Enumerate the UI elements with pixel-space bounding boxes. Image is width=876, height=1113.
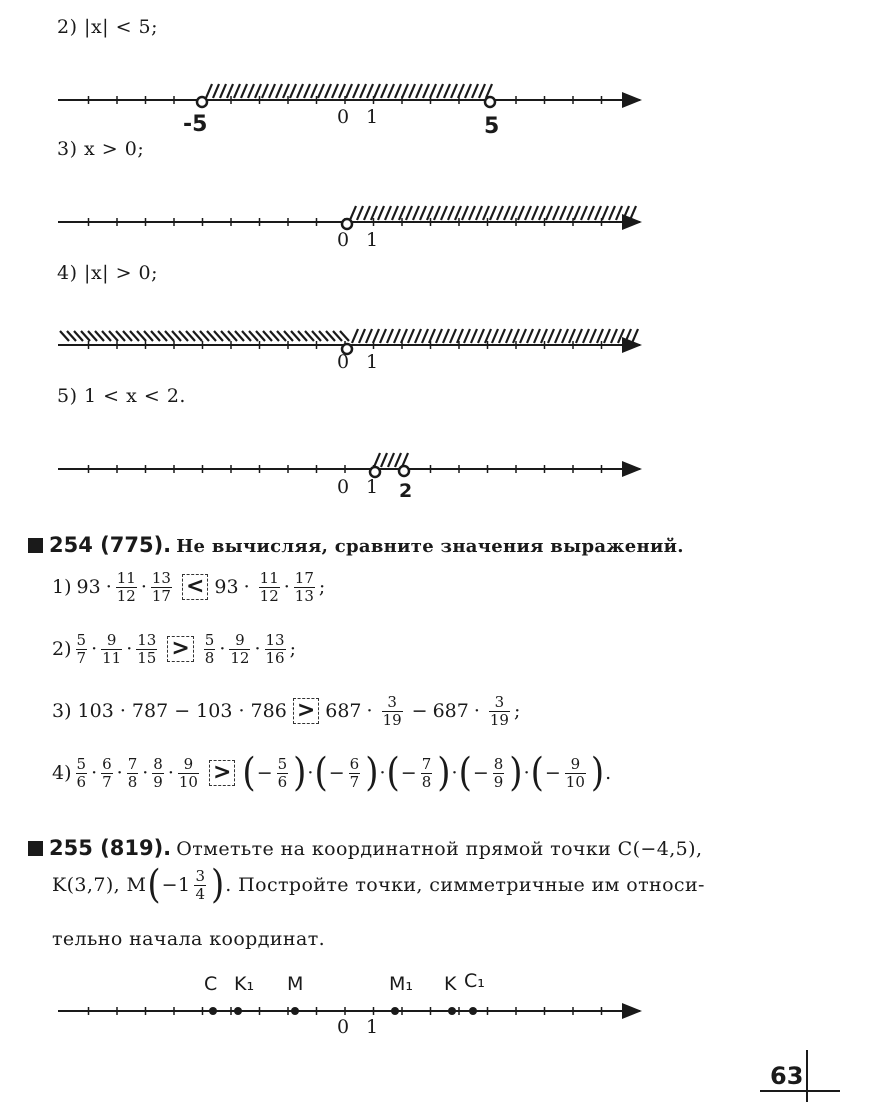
item-5-label: 5) 1 < x < 2.: [57, 385, 186, 407]
open-point: [485, 97, 495, 107]
fraction: $\frac{9}{10}$: [565, 755, 585, 791]
row-label: 1): [52, 576, 72, 598]
fraction: $\frac{3}{19}$: [489, 693, 509, 729]
value: 687: [325, 700, 362, 722]
compare-row-2: 2) $\frac{5}{7}$ · $\frac{9}{11}$ · $\frac{13}{15}$ > $\frac{5}{8}$ · $\frac{9}{12}$ · $\frac{13}{16}$ ;: [52, 631, 297, 667]
comparison-sign-box: <: [182, 574, 208, 600]
filled-point: [209, 1007, 217, 1015]
compare-row-1: 1) 93 · $\frac{11}{12}$ · $\frac{13}{17}$ < 93 · $\frac{11}{12}$ · $\frac{17}{13}$ ;: [52, 569, 326, 605]
mark-0: 0: [337, 229, 350, 251]
fraction: $\frac{5}{6}$: [277, 755, 288, 791]
comparison-sign-box: >: [209, 760, 235, 786]
task-text-line-3: тельно начала координат.: [52, 928, 326, 950]
mark-1: 1: [366, 106, 379, 128]
filled-point: [291, 1007, 299, 1015]
task-bullet-icon: [28, 841, 43, 856]
page-number-rule: [760, 1090, 840, 1092]
point-label-K1: K₁: [234, 973, 255, 995]
compare-row-4: 4) $\frac{5}{6}$ · $\frac{6}{7}$ · $\frac{7}{8}$ · $\frac{8}{9}$ · $\frac{9}{10}$ > ( − $\frac{5}{6}$ ) · ( − $\frac{6}{7}$ ) · ( − $\frac{7}{8}$ ) · ( − $\frac{8}{9}$ ) · ( − $\frac{9}{10}$ ) .: [52, 750, 612, 796]
task-number: 255 (819).: [49, 836, 172, 860]
mark-2: 2: [399, 480, 413, 502]
value: 93: [76, 576, 101, 598]
fraction: $\frac{6}{7}$: [102, 755, 112, 791]
task-254-header: [28, 533, 684, 557]
item-4-label: 4) |x| > 0;: [57, 262, 159, 284]
mark-1: 1: [366, 229, 379, 251]
row-label: 3): [52, 700, 72, 722]
fraction: $\frac{13}{16}$: [265, 631, 285, 667]
mark-0: 0: [337, 351, 350, 373]
fraction: $\frac{8}{9}$: [493, 755, 504, 791]
fraction: $\frac{17}{13}$: [294, 569, 314, 605]
fraction: $\frac{8}{9}$: [153, 755, 163, 791]
filled-point: [234, 1007, 242, 1015]
value: 687: [432, 700, 469, 722]
comparison-sign-box: >: [293, 698, 319, 724]
fraction: $\frac{11}{12}$: [259, 569, 279, 605]
page-number-rule: [806, 1050, 808, 1102]
fraction: $\frac{5}{7}$: [76, 631, 87, 667]
task-bullet-icon: [28, 538, 43, 553]
fraction: $\frac{13}{15}$: [137, 631, 157, 667]
task-number: 254 (775).: [49, 533, 172, 557]
fraction: $\frac{7}{8}$: [127, 755, 138, 791]
fraction: $\frac{9}{12}$: [230, 631, 250, 667]
filled-point: [448, 1007, 456, 1015]
fraction: $\frac{5}{8}$: [204, 631, 215, 667]
filled-point: [469, 1007, 477, 1015]
fraction: $\frac{6}{7}$: [349, 755, 360, 791]
compare-row-3: 3) 103 · 787 − 103 · 786 > 687 · $\frac{3}{19}$ − 687 · $\frac{3}{19}$ ;: [52, 693, 521, 729]
shading: [206, 84, 492, 98]
filled-point: [391, 1007, 399, 1015]
shading: [350, 206, 636, 220]
value: 93: [214, 576, 239, 598]
mark-minus-5: -5: [183, 112, 208, 137]
item-2-label: 2) |x| < 5;: [57, 16, 159, 38]
page-number: 63: [770, 1062, 804, 1090]
open-point: [197, 97, 207, 107]
open-point: [342, 219, 352, 229]
fraction: $\frac{9}{11}$: [102, 631, 122, 667]
task-text-line-1: Отметьте на координатной прямой точки C(−4,5),: [176, 838, 703, 860]
point-label-K: K: [444, 973, 457, 995]
task-255-header: [28, 836, 818, 860]
open-point: [399, 466, 409, 476]
shading: [352, 329, 638, 343]
mark-0: 0: [337, 476, 350, 498]
item-3-label: 3) x > 0;: [57, 138, 145, 160]
fraction: $\frac{11}{12}$: [116, 569, 136, 605]
mark-0: 0: [337, 106, 350, 128]
fraction: $\frac{13}{17}$: [151, 569, 171, 605]
row-label: 2): [52, 638, 72, 660]
expression: 103 · 787 − 103 · 786: [77, 700, 287, 722]
mark-0: 0: [337, 1016, 350, 1038]
comparison-sign-box: >: [167, 636, 193, 662]
point-label-C: C: [204, 973, 218, 995]
task-text-line-2: K(3,7), M ( −1 $\frac{3}{4}$ ) . Постройте точки, симметричные им относи-: [52, 862, 705, 908]
task-text: Не вычисляя, сравните значения выражений.: [176, 536, 684, 557]
mark-1: 1: [366, 351, 379, 373]
fraction: $\frac{7}{8}$: [421, 755, 432, 791]
fraction: $\frac{3}{19}$: [382, 693, 402, 729]
fraction: $\frac{9}{10}$: [178, 755, 198, 791]
mark-1: 1: [366, 476, 379, 498]
point-label-C1: C₁: [464, 970, 485, 992]
shading: [60, 331, 349, 341]
fraction: $\frac{5}{6}$: [76, 755, 87, 791]
row-label: 4): [52, 762, 72, 784]
mark-1: 1: [366, 1016, 379, 1038]
mark-5: 5: [484, 114, 500, 139]
fraction: $\frac{3}{4}$: [195, 867, 205, 903]
point-label-M: M: [287, 973, 304, 995]
point-label-M1: M₁: [389, 973, 414, 995]
